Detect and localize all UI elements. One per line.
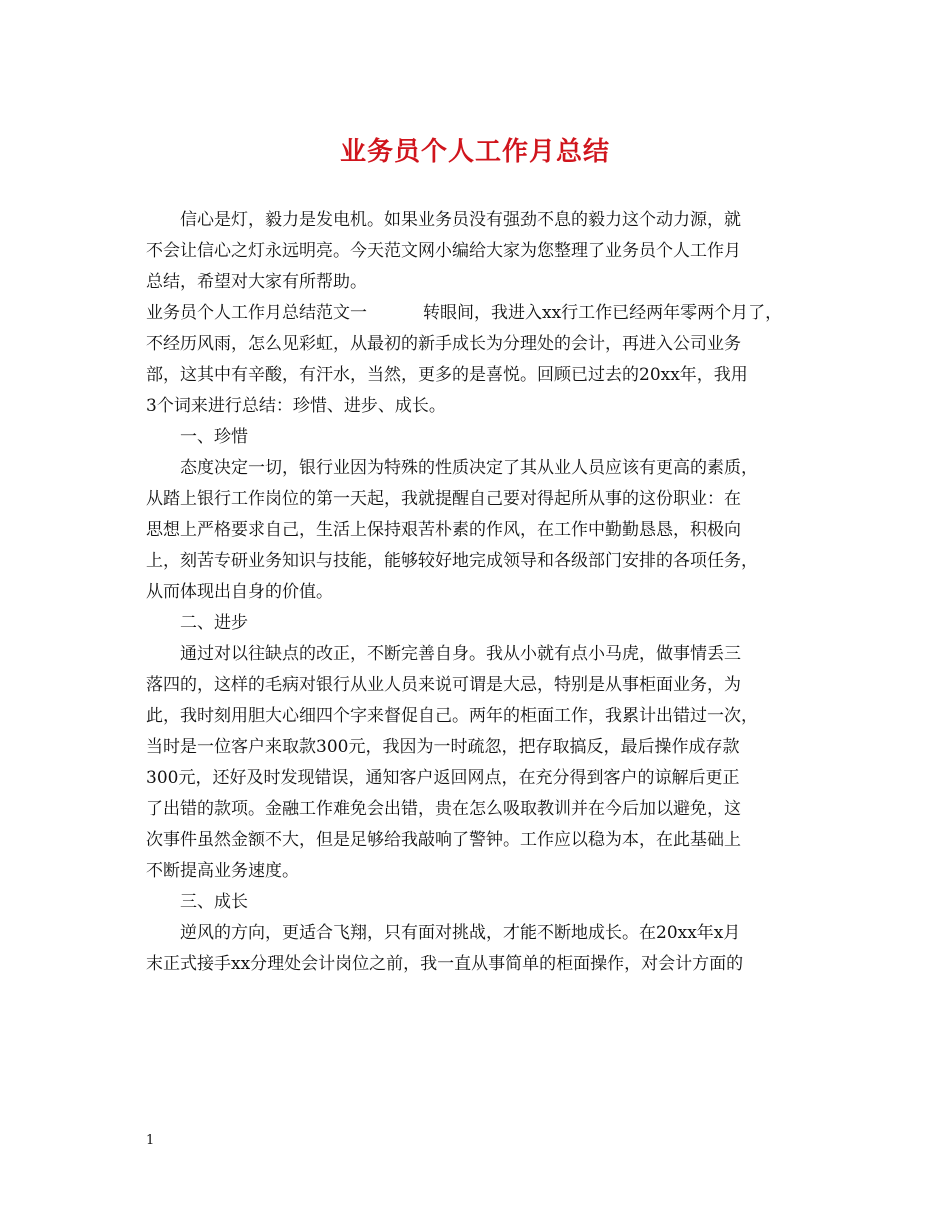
text-line-with-heading bbox=[146, 298, 816, 329]
document-body bbox=[146, 205, 816, 980]
text-line: 通过对以往缺点的改正，不断完善自身。我从小就有点小马虎，做事情丢三 bbox=[180, 644, 741, 664]
text-line: 3个词来进行总结：珍惜、进步、成长。 bbox=[146, 396, 446, 416]
text-line: 总结，希望对大家有所帮助。 bbox=[146, 272, 367, 292]
text-line: 从踏上银行工作岗位的第一天起，我就提醒自己要对得起所从事的这份职业：在 bbox=[146, 489, 741, 509]
text-line-continuation: 转眼间，我进入xx行工作已经两年零两个月了， bbox=[423, 303, 783, 323]
text-line: 部，这其中有辛酸，有汗水，当然，更多的是喜悦。回顾已过去的20xx年，我用 bbox=[146, 365, 748, 385]
document-title: 业务员个人工作月总结 bbox=[339, 137, 610, 167]
text-line: 思想上严格要求自己，生活上保持艰苦朴素的作风，在工作中勤勤恳恳，积极向 bbox=[146, 520, 741, 540]
text-line: 次事件虽然金额不大，但是足够给我敲响了警钟。工作应以稳为本，在此基础上 bbox=[146, 830, 741, 850]
text-line: 300元，还好及时发现错误，通知客户返回网点，在充分得到客户的谅解后更正 bbox=[146, 768, 740, 788]
text-line: 从而体现出自身的价值。 bbox=[146, 582, 333, 602]
section-heading: 二、进步 bbox=[180, 613, 248, 633]
text-line: 态度决定一切，银行业因为特殊的性质决定了其从业人员应该有更高的素质， bbox=[180, 458, 758, 478]
text-line: 不经历风雨，怎么见彩虹，从最初的新手成长为分理处的会计，再进入公司业务 bbox=[146, 334, 741, 354]
text-line: 落四的，这样的毛病对银行从业人员来说可谓是大忌，特别是从事柜面业务，为 bbox=[146, 675, 741, 695]
text-line: 不断提高业务速度。 bbox=[146, 861, 299, 881]
text-line: 末正式接手xx分理处会计岗位之前，我一直从事简单的柜面操作，对会计方面的 bbox=[146, 954, 744, 974]
text-line: 信心是灯，毅力是发电机。如果业务员没有强劲不息的毅力这个动力源，就 bbox=[180, 210, 741, 230]
text-line: 了出错的款项。金融工作难免会出错，贵在怎么吸取教训并在今后加以避免，这 bbox=[146, 799, 741, 819]
section-title-inline: 业务员个人工作月总结范文一 bbox=[146, 303, 367, 323]
text-line: 不会让信心之灯永远明亮。今天范文网小编给大家为您整理了业务员个人工作月 bbox=[146, 241, 741, 261]
text-line: 上，刻苦专研业务知识与技能，能够较好地完成领导和各级部门安排的各项任务， bbox=[146, 551, 758, 571]
section-heading: 三、成长 bbox=[180, 892, 248, 912]
page-number: 1 bbox=[146, 1133, 155, 1148]
text-line: 逆风的方向，更适合飞翔，只有面对挑战，才能不断地成长。在20xx年x月 bbox=[180, 923, 741, 943]
text-line: 当时是一位客户来取款300元，我因为一时疏忽，把存取搞反，最后操作成存款 bbox=[146, 737, 740, 757]
section-heading: 一、珍惜 bbox=[180, 427, 248, 447]
text-line: 此，我时刻用胆大心细四个字来督促自己。两年的柜面工作，我累计出错过一次， bbox=[146, 706, 758, 726]
